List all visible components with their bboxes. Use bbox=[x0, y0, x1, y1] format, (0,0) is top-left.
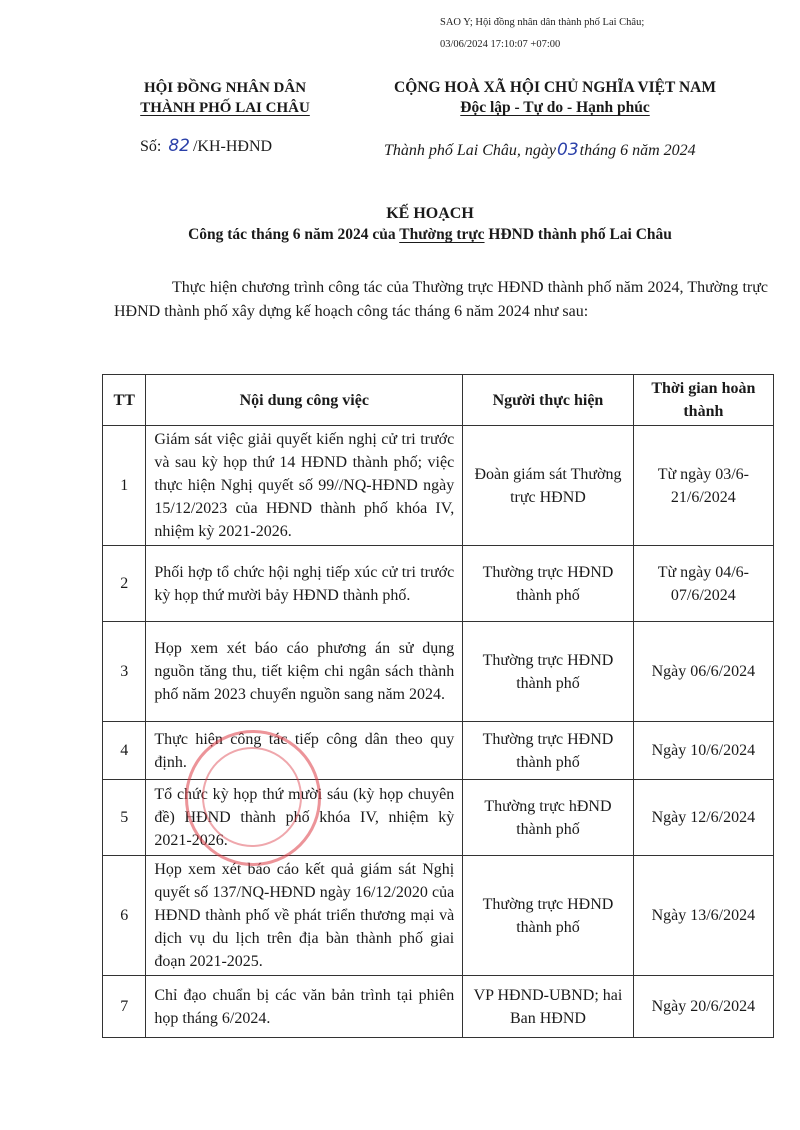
row-content: Tổ chức kỳ họp thứ mười sáu (kỳ họp chuyên đề) HĐND thành phố khóa IV, nhiệm kỳ 2021-2026. bbox=[146, 780, 463, 856]
table-row bbox=[103, 426, 774, 546]
row-tt: 3 bbox=[103, 622, 146, 722]
table-row bbox=[103, 722, 774, 780]
doc-number-handwritten: 82 bbox=[168, 136, 190, 156]
subtitle-part-1: Công tác tháng 6 năm 2024 của bbox=[188, 226, 396, 243]
row-tt: 4 bbox=[103, 722, 146, 780]
row-tt: 5 bbox=[103, 780, 146, 856]
row-who: Thường trực HĐND thành phố bbox=[463, 546, 634, 622]
subtitle-part-3: HĐND thành phố Lai Châu bbox=[488, 226, 672, 243]
header-who: Người thực hiện bbox=[463, 375, 634, 426]
authority-line-2: THÀNH PHỐ LAI CHÂU bbox=[140, 100, 310, 116]
country-name: CỘNG HOÀ XÃ HỘI CHỦ NGHĨA VIỆT NAM bbox=[394, 79, 716, 96]
national-motto bbox=[350, 78, 760, 118]
table-header-row bbox=[103, 375, 774, 426]
table-row bbox=[103, 546, 774, 622]
digital-copy-note bbox=[440, 12, 644, 56]
date-day-handwritten: 03 bbox=[557, 140, 579, 160]
row-who: Thường trực hĐND thành phố bbox=[463, 780, 634, 856]
row-when: Ngày 10/6/2024 bbox=[633, 722, 773, 780]
authority-line-1: HỘI ĐỒNG NHÂN DÂN bbox=[143, 80, 307, 96]
row-who: VP HĐND-UBND; hai Ban HĐND bbox=[463, 976, 634, 1038]
table-row bbox=[103, 856, 774, 976]
row-content: Thực hiện công tác tiếp công dân theo quy định. bbox=[146, 722, 463, 780]
subtitle-part-2: Thường trực bbox=[399, 226, 485, 243]
motto-line: Độc lập - Tự do - Hạnh phúc bbox=[460, 99, 650, 116]
row-tt: 7 bbox=[103, 976, 146, 1038]
doc-number-prefix: Số: bbox=[140, 138, 162, 155]
row-tt: 1 bbox=[103, 426, 146, 546]
row-when: Ngày 13/6/2024 bbox=[633, 856, 773, 976]
row-content: Họp xem xét báo cáo phương án sử dụng nguồn tăng thu, tiết kiệm chi ngân sách thành phố năm 2023 chuyển nguồn sang năm 2024. bbox=[146, 622, 463, 722]
row-tt: 2 bbox=[103, 546, 146, 622]
document-number bbox=[140, 136, 272, 156]
table-row bbox=[103, 780, 774, 856]
row-when: Từ ngày 04/6- 07/6/2024 bbox=[633, 546, 773, 622]
row-content: Chỉ đạo chuẩn bị các văn bản trình tại phiên họp tháng 6/2024. bbox=[146, 976, 463, 1038]
work-plan-table bbox=[102, 374, 774, 1038]
row-who: Đoàn giám sát Thường trực HĐND bbox=[463, 426, 634, 546]
intro-paragraph: Thực hiện chương trình công tác của Thường trực HĐND thành phố năm 2024, Thường trực HĐND thành phố xây dựng kế hoạch công tác tháng 6 năm 2024 như sau: bbox=[114, 279, 768, 320]
row-content: Họp xem xét báo cáo kết quả giám sát Nghị quyết số 137/NQ-HĐND ngày 16/12/2020 của HĐND thành phố về phát triển thương mại và dịch vụ du lịch trên địa bàn thành phố giai đoạn 2021-2025. bbox=[146, 856, 463, 976]
row-who: Thường trực HĐND thành phố bbox=[463, 722, 634, 780]
row-who: Thường trực HĐND thành phố bbox=[463, 622, 634, 722]
issuing-authority bbox=[100, 78, 350, 118]
header-tt: TT bbox=[103, 375, 146, 426]
document-title: KẾ HOẠCH bbox=[386, 205, 474, 222]
date-suffix: tháng 6 năm 2024 bbox=[579, 142, 696, 159]
row-tt: 6 bbox=[103, 856, 146, 976]
row-who: Thường trực HĐND thành phố bbox=[463, 856, 634, 976]
row-when: Ngày 06/6/2024 bbox=[633, 622, 773, 722]
date-prefix: Thành phố Lai Châu, ngày bbox=[384, 142, 557, 159]
row-content: Giám sát việc giải quyết kiến nghị cử tri trước và sau kỳ họp thứ 14 HĐND thành phố; việc thực hiện Nghị quyết số 99//NQ-HĐND ngày 15/12/2023 của HĐND thành phố khóa IV, nhiệm kỳ 2021-2026. bbox=[146, 426, 463, 546]
document-subtitle bbox=[100, 226, 760, 244]
table-row bbox=[103, 622, 774, 722]
row-when: Ngày 12/6/2024 bbox=[633, 780, 773, 856]
copy-note-line-1: SAO Y; Hội đồng nhân dân thành phố Lai Châu; bbox=[440, 17, 645, 28]
doc-number-suffix: /KH-HĐND bbox=[192, 138, 273, 155]
row-when: Ngày 20/6/2024 bbox=[633, 976, 773, 1038]
issue-date bbox=[384, 140, 696, 160]
copy-note-line-2: 03/06/2024 17:10:07 +07:00 bbox=[440, 39, 561, 50]
table-row bbox=[103, 976, 774, 1038]
header-content: Nội dung công việc bbox=[146, 375, 463, 426]
header-when: Thời gian hoàn thành bbox=[633, 375, 773, 426]
row-content: Phối hợp tổ chức hội nghị tiếp xúc cử tri trước kỳ họp thứ mười bảy HĐND thành phố. bbox=[146, 546, 463, 622]
row-when: Từ ngày 03/6-21/6/2024 bbox=[633, 426, 773, 546]
